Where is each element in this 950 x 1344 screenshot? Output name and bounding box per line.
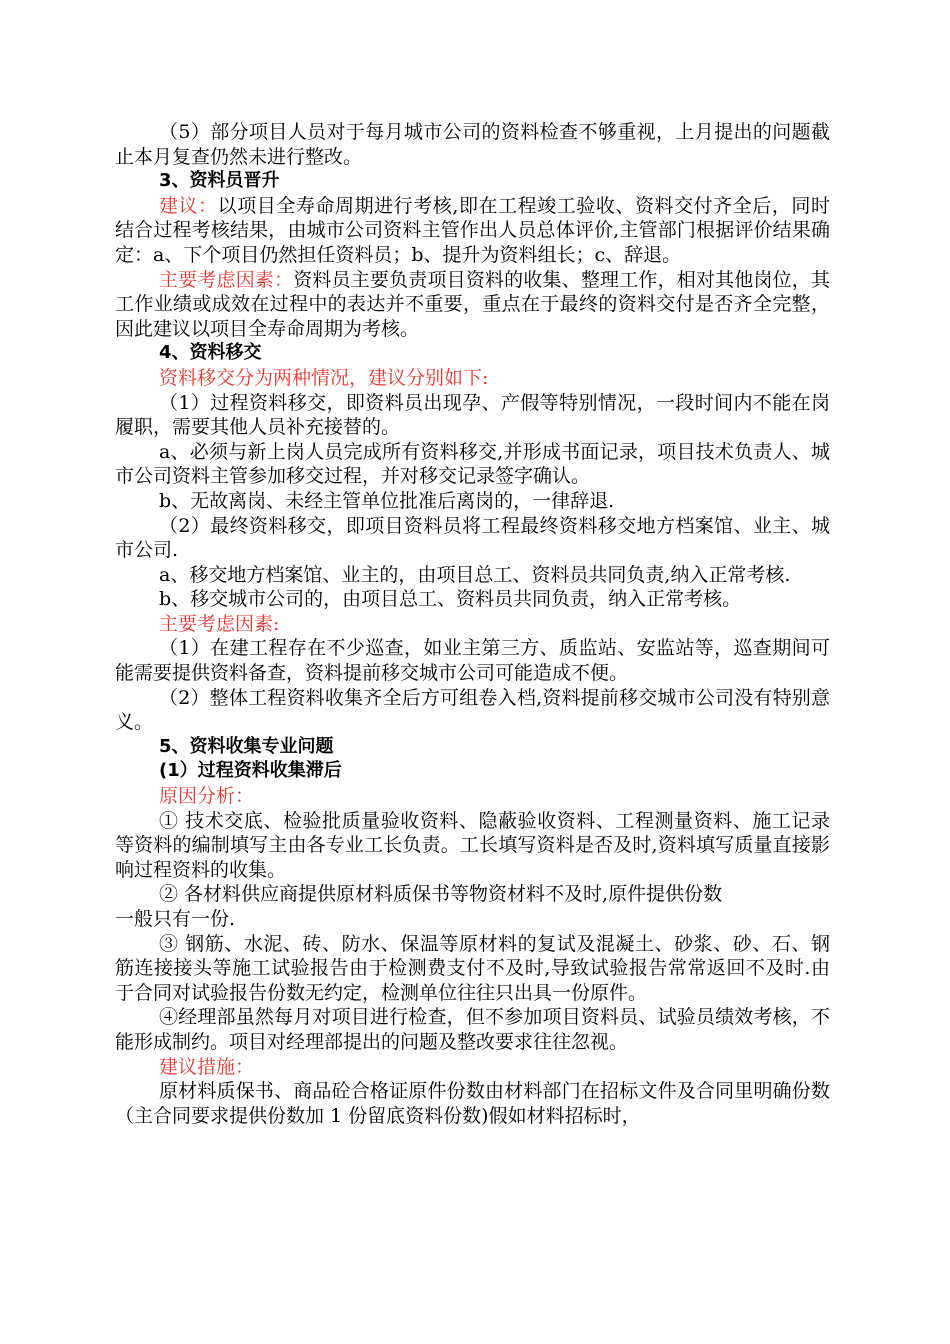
paragraph-measures-label: 建议措施： xyxy=(159,1055,255,1078)
paragraph-final-b: b、移交城市公司的，由项目总工、资料员共同负责，纳入正常考核。 xyxy=(159,588,742,611)
heading-handover: 4、资料移交 xyxy=(159,342,262,364)
heading-promotion: 3、资料员晋升 xyxy=(159,170,280,192)
paragraph-process-handover: （1）过程资料移交，即资料员出现孕、产假等特别情况，一段时间内不能在岗履职，需要其他人员补充接替的。 xyxy=(115,391,830,439)
paragraph-cause-4: ④经理部虽然每月对项目进行检查，但不参加项目资料员、试验员绩效考核，不能形成制约。项目对经理部提出的问题及整改要求往往忽视。 xyxy=(115,1006,830,1053)
document-page xyxy=(115,120,830,1128)
paragraph-cause-analysis-label: 原因分析： xyxy=(159,785,255,808)
paragraph-promotion-suggestion xyxy=(115,194,830,268)
subheading-process-delay: (1）过程资料收集滞后 xyxy=(159,760,342,782)
paragraph-handover-factors-label: 主要考虑因素: xyxy=(159,612,280,635)
paragraph-promotion-factors xyxy=(115,268,830,342)
paragraph-final-a: a、移交地方档案馆、业主的，由项目总工、资料员共同负责,纳入正常考核. xyxy=(159,563,791,586)
paragraph-handover-intro: 资料移交分为两种情况，建议分别如下: xyxy=(159,366,489,389)
paragraph-handover-b: b、无故离岗、未经主管单位批准后离岗的，一律辞退. xyxy=(159,489,615,512)
label-suggestion: 建议： xyxy=(159,194,218,217)
text-suggestion: 以项目全寿命周期进行考核,即在工程竣工验收、资料交付齐全后，同时结合过程考核结果，由城市公司资料主管作出人员总体评价,主管部门根据评价结果确定：a、下个项目仍然担任资料员；b、提升为资料组长；c、辞退。 xyxy=(115,194,830,266)
paragraph-factor-2: （2）整体工程资料收集齐全后方可组卷入档,资料提前移交城市公司没有特别意义。 xyxy=(115,686,830,734)
paragraph-cause-3: ③ 钢筋、水泥、砖、防水、保温等原材料的复试及混凝土、砂浆、砂、石、钢筋连接接头等施工试验报告由于检测费支付不及时,导致试验报告常常返回不及时.由于合同对试验报告份数无约定，检测单位往往只出具一份原件。 xyxy=(115,932,830,1004)
paragraph-handover-a: a、必须与新上岗人员完成所有资料移交,并形成书面记录，项目技术负责人、城市公司资料主管参加移交过程，并对移交记录签字确认。 xyxy=(115,440,830,488)
paragraph-factor-1: （1）在建工程存在不少巡查，如业主第三方、质监站、安监站等，巡查期间可能需要提供资料备查，资料提前移交城市公司可能造成不便。 xyxy=(115,637,830,685)
paragraph-5-inspection: （5）部分项目人员对于每月城市公司的资料检查不够重视，上月提出的问题截止本月复查仍然未进行整改。 xyxy=(115,121,830,168)
paragraph-cause-1: ① 技术交底、检验批质量验收资料、隐蔽验收资料、工程测量资料、施工记录等资料的编制填写主由各专业工长负责。工长填写资料是否及时,资料填写质量直接影响过程资料的收集。 xyxy=(115,809,830,881)
heading-professional-issues: 5、资料收集专业问题 xyxy=(159,735,334,757)
paragraph-final-handover: （2）最终资料移交，即项目资料员将工程最终资料移交地方档案馆、业主、城市公司. xyxy=(115,514,830,562)
label-main-factors: 主要考虑因素： xyxy=(159,268,294,291)
paragraph-cause-2a: ② 各材料供应商提供原材料质保书等物资材料不及时,原件提供份数 xyxy=(159,883,723,906)
text-main-factors: 资料员主要负责项目资料的收集、整理工作，相对其他岗位，其工作业绩或成效在过程中的表达并不重要，重点在于最终的资料交付是否齐全完整，因此建议以项目全寿命周期为考核。 xyxy=(115,268,830,340)
paragraph-cause-2b: 一般只有一份. xyxy=(115,908,236,930)
paragraph-measures-1: 原材料质保书、商品砼合格证原件份数由材料部门在招标文件及合同里明确份数（主合同要求提供份数加 1 份留底资料份数)假如材料招标时， xyxy=(115,1080,830,1127)
